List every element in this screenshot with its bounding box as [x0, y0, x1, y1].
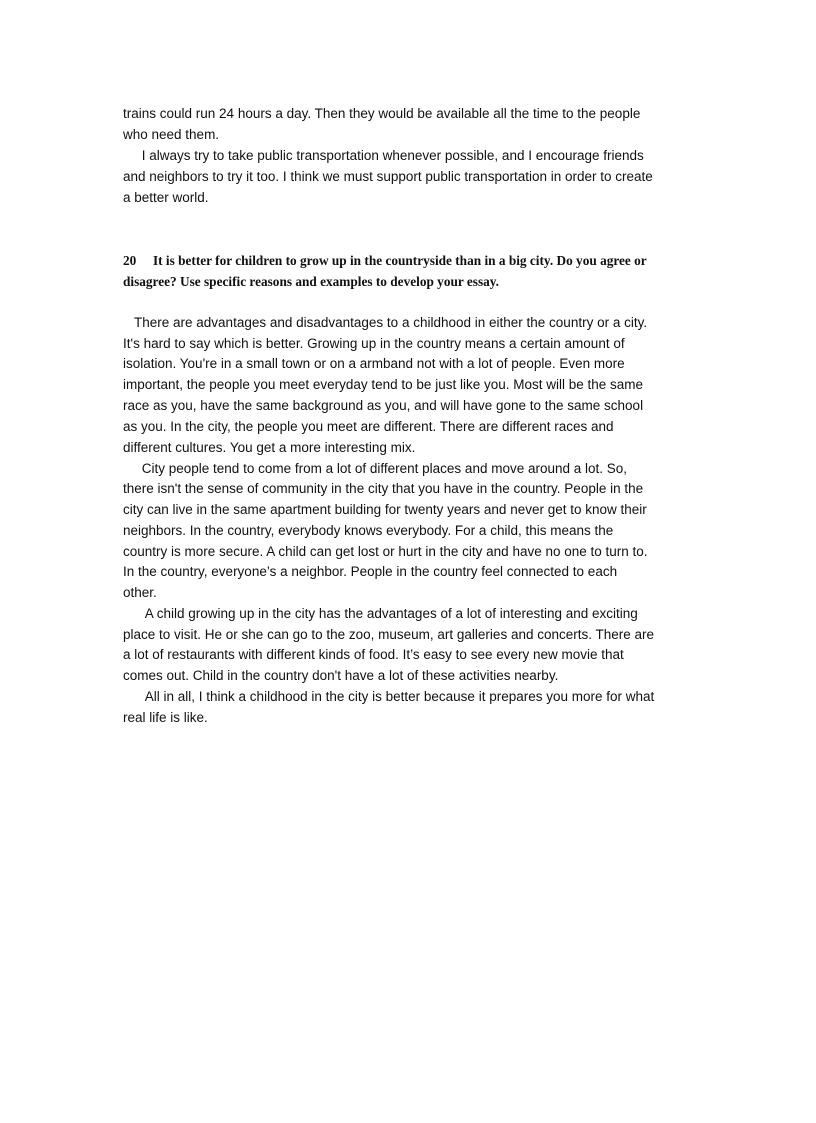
text-line: country is more secure. A child can get lost or hurt in the city and have no one to turn to.: [123, 544, 648, 559]
text-line: A child growing up in the city has the advantages of a lot of interesting and exciting: [123, 606, 638, 621]
question-number: 20: [123, 253, 137, 268]
text-line: I always try to take public transportation whenever possible, and I encourage friends: [123, 148, 644, 163]
text-line: other.: [123, 585, 157, 600]
text-line: important, the people you meet everyday tend to be just like you. Most will be the same: [123, 377, 644, 392]
text-line: In the country, everyone’s a neighbor. People in the country feel connected to each: [123, 564, 618, 579]
text-line: city can live in the same apartment building for twenty years and never get to know their: [123, 502, 647, 517]
text-line: place to visit. He or she can go to the zoo, museum, art galleries and concerts. There are: [123, 627, 655, 642]
text-line: comes out. Child in the country don't have a lot of these activities nearby.: [123, 668, 559, 683]
text-line: City people tend to come from a lot of different places and move around a lot. So,: [123, 461, 628, 476]
text-line: different cultures. You get a more interesting mix.: [123, 440, 416, 455]
text-line: there isn't the sense of community in the city that you have in the country. People in the: [123, 481, 644, 496]
text-line: a lot of restaurants with different kinds of food. It’s easy to see every new movie that: [123, 647, 624, 662]
text-line: a better world.: [123, 190, 209, 205]
text-line: real life is like.: [123, 710, 208, 725]
question-text: It is better for children to grow up in the countryside than in a big city. Do you agree or: [153, 253, 647, 268]
text-line: and neighbors to try it too. I think we must support public transportation in order to create: [123, 169, 653, 184]
text-line: race as you, have the same background as you, and will have gone to the same school: [123, 398, 644, 413]
text-line: There are advantages and disadvantages to a childhood in either the country or a city.: [123, 315, 648, 330]
text-line: isolation. You're in a small town or on a armband not with a lot of people. Even more: [123, 356, 625, 371]
text-line: as you. In the city, the people you meet are different. There are different races and: [123, 419, 614, 434]
text-line: neighbors. In the country, everybody knows everybody. For a child, this means the: [123, 523, 614, 538]
text-line: It's hard to say which is better. Growing up in the country means a certain amount of: [123, 336, 625, 351]
question-line: [123, 250, 647, 271]
text-line: who need them.: [123, 127, 220, 142]
text-line: trains could run 24 hours a day. Then they would be available all the time to the people: [123, 106, 641, 121]
text-line: All in all, I think a childhood in the city is better because it prepares you more for what: [123, 689, 655, 704]
question-line: disagree? Use specific reasons and examples to develop your essay.: [123, 274, 500, 289]
